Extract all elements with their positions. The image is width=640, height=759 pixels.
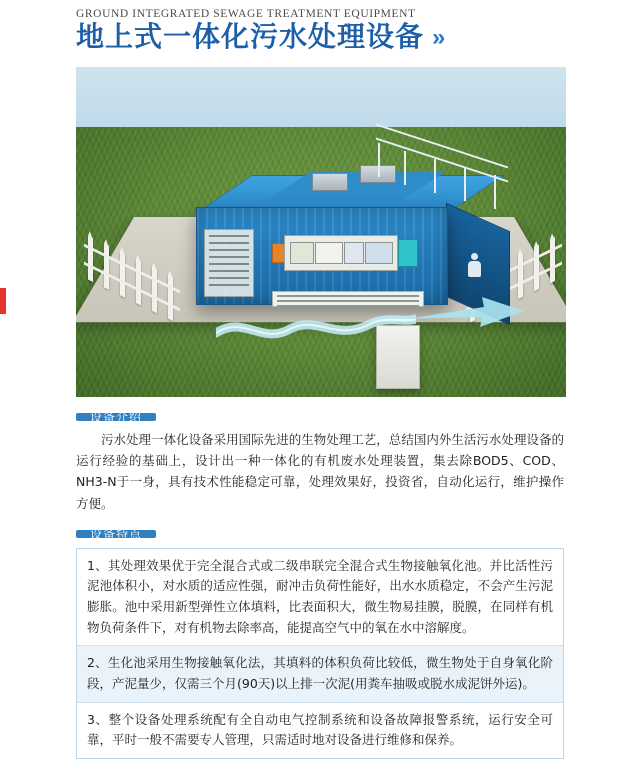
equipment-illustration xyxy=(76,67,566,397)
list-item: 3、整个设备处理系统配有全自动电气控制系统和设备故障报警系统，运行安全可靠，平时一般不需要专人管理，只需适时地对设备进行维修和保养。 xyxy=(87,711,553,748)
page-title-row xyxy=(76,22,640,53)
section-heading-features: 设备特点 xyxy=(76,530,156,538)
features-heading-wrap xyxy=(0,514,640,541)
section-heading-intro: 设备介绍 xyxy=(76,413,156,421)
intro-heading-wrap xyxy=(0,397,640,424)
influent-water-stream xyxy=(216,299,416,355)
intro-paragraph: 污水处理一体化设备采用国际先进的生物处理工艺，总结国内外生活污水处理设备的运行经验的基础上，设计出一种一体化的有机废水处理装置，集去除BOD5、COD、NH3-N于一身，具有技术性能稳定可靠，处理效果好，投资省，自动化运行，维护操作方便。 xyxy=(76,431,564,511)
feature-list xyxy=(76,548,564,759)
double-chevron-right-icon: » xyxy=(432,23,446,51)
effluent-arrow-icon xyxy=(406,295,526,335)
list-item: 1、其处理效果优于完全混合式或二级串联完全混合式生物接触氧化池。并比活性污泥池体积小，对水质的适应性强，耐冲击负荷性能好，出水水质稳定，不会产生污泥膨胀。池中采用新型弹性立体填料，比表面积大，微生物易挂膜，脱膜，在同样有机物负荷条件下，对有机物去除率高，能提高空气中的氧在水中溶解度。 xyxy=(77,549,563,647)
list-item: 2、生化池采用生物接触氧化法，其填料的体积负荷比较低，微生物处于自身氧化阶段，产泥量少，仅需三个月(90天)以上排一次泥(用粪车抽吸或脱水成泥饼外运)。 xyxy=(77,646,563,702)
left-accent-tab xyxy=(0,288,6,314)
page-header xyxy=(0,0,640,53)
roof-railing xyxy=(376,141,508,185)
process-schematic-panel xyxy=(284,235,398,271)
page-subtitle-english: GROUND INTEGRATED SEWAGE TREATMENT EQUIPMENT xyxy=(76,8,416,20)
person-icon xyxy=(466,253,482,279)
roof-vent-unit-1 xyxy=(312,173,348,191)
equipment-side-label-block xyxy=(204,229,254,297)
page-title: 地上式一体化污水处理设备 xyxy=(76,20,425,53)
clarifier-tank-unit xyxy=(398,239,418,267)
